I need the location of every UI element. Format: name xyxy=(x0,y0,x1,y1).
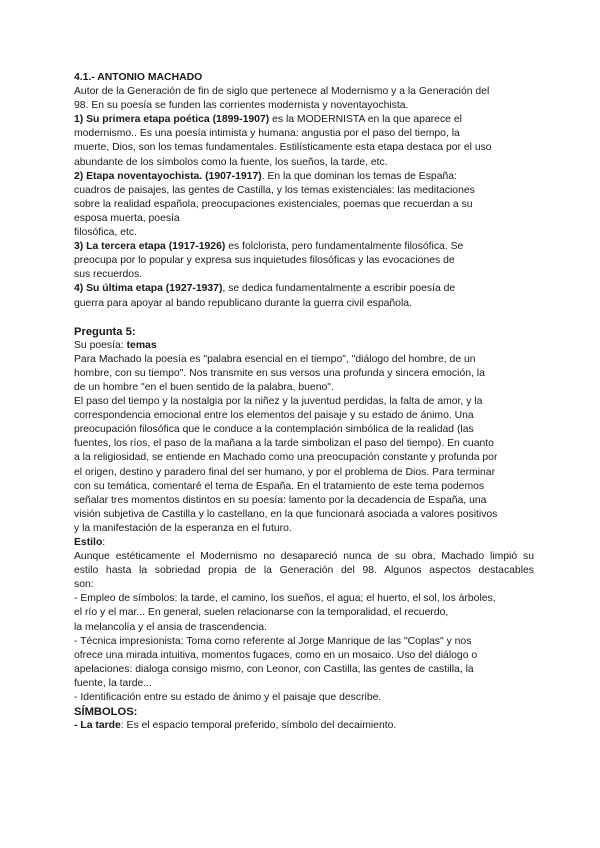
estilo-line: - Técnica impresionista: Toma como referente al Jorge Manrique de las "Coplas" y nos xyxy=(74,635,472,647)
estilo-line: son: xyxy=(74,579,94,591)
paragraph-spacer xyxy=(74,311,534,325)
etapa-1-line: modernismo.. Es una poesía intimista y humana: angustia por el paso del tiempo, la xyxy=(74,128,460,140)
etapa-2-line: esposa muerta, poesía xyxy=(74,212,180,224)
temas-line: hombre, con su tiempo". Nos transmite en sus versos una profunda y sincera emoción, la xyxy=(74,367,485,379)
etapa-2-line: sobre la realidad española, preocupaciones existenciales, poemas que recuerdan a su xyxy=(74,198,473,210)
intro-line: 98. En su poesía se funden las corrientes modernista y noventayochista. xyxy=(74,100,409,112)
simbolos-title: SÍMBOLOS: xyxy=(74,706,138,719)
estilo-title: Estilo xyxy=(74,537,103,548)
estilo-line: fuente, la tarde... xyxy=(74,677,152,689)
estilo-line: el río y el mar... En general, suelen relacionarse con la temporalidad, el recuerdo, xyxy=(74,607,449,619)
temas-subtitle-bold: temas xyxy=(126,339,157,351)
etapa-2-text: . En la que dominan los temas de España: xyxy=(261,170,457,182)
etapa-2-line: filosófica, etc. xyxy=(74,227,137,239)
temas-line: visión subjetiva de Castilla y lo castellano, en la que funcionará asociada a valores positivos xyxy=(74,508,498,520)
etapa-2-line: cuadros de paisajes, las gentes de Castilla, y los temas existenciales: las meditaciones xyxy=(74,184,475,196)
section-title: 4.1.- ANTONIO MACHADO xyxy=(74,72,203,83)
intro-line: Autor de la Generación de fin de siglo que pertenece al Modernismo y a la Generación del xyxy=(74,86,490,98)
etapa-3-line: sus recuerdos. xyxy=(74,269,143,281)
etapa-2-title: 2) Etapa noventayochista. (1907-1917) xyxy=(74,170,262,182)
temas-line: a la religiosidad, se entiende en Machado como una preocupación constante y profunda por xyxy=(74,452,498,464)
simbolos-item-label: - La tarde xyxy=(74,720,121,732)
etapa-3 xyxy=(74,240,534,254)
temas-line: con su temática, comentaré el tema de España. En el tratamiento de este tema podemos xyxy=(74,480,485,492)
etapa-3-title: 3) La tercera etapa (1917-1926) xyxy=(74,241,226,253)
simbolos-item xyxy=(74,719,534,733)
etapa-1-text: es la MODERNISTA en la que aparece el xyxy=(269,114,462,126)
estilo-line: ofrece una mirada intuitiva, momentos fugaces, como en un mosaico. Uso del diálogo o xyxy=(74,649,478,661)
estilo-line: la melancolía y el ansia de trascendencia. xyxy=(74,621,267,633)
etapa-3-line: preocupa por lo popular y expresa sus inquietudes filosóficas y las evocaciones de xyxy=(74,255,455,267)
etapa-4-title: 4) Su última etapa (1927-1937) xyxy=(74,283,223,295)
temas-line: señalar tres momentos distintos en su poesía: lamento por la decadencia de España, una xyxy=(74,494,487,506)
temas-line: de un hombre "en el buen sentido de la palabra, bueno". xyxy=(74,381,334,393)
temas-line: preocupación filosófica que le conduce a la contemplación simbólica de la realidad (las xyxy=(74,424,474,436)
document-content xyxy=(74,71,534,733)
estilo-line: apelaciones: dialoga consigo mismo, con Leonor, con Castilla, las gentes de castilla, la xyxy=(74,663,474,675)
etapa-1-title: 1) Su primera etapa poética (1899-1907) xyxy=(74,114,270,126)
estilo-colon: : xyxy=(102,537,106,548)
etapa-1-line: abundante de los símbolos como la fuente, los sueños, la tarde, etc. xyxy=(74,156,388,168)
temas-line: el origen, destino y paradero final del ser humano, y por el problema de Dios. Para terminar xyxy=(74,466,496,478)
etapa-1-line: muerte, Dios, son los temas fundamentales. Estilísticamente esta etapa destaca por el uso xyxy=(74,142,492,154)
temas-line: y la manifestación de la esperanza en el futuro. xyxy=(74,522,292,534)
etapa-4 xyxy=(74,282,534,296)
temas-subtitle-prefix: Su poesía: xyxy=(74,339,127,351)
estilo-line: - Identificación entre su estado de ánimo y el paisaje que describe. xyxy=(74,692,382,704)
temas-line: fuentes, los ríos, el paso de la mañana a la tarde simbolizan el paso del tiempo). En cuanto xyxy=(74,438,494,450)
estilo-line: estilo hasta la sobriedad propia de la Generación del 98. Algunos aspectos destacables xyxy=(74,565,534,577)
temas-subtitle xyxy=(74,339,534,353)
simbolos-item-text: : Es el espacio temporal preferido, símbolo del decaimiento. xyxy=(120,720,397,732)
pregunta-title: Pregunta 5: xyxy=(74,325,136,338)
etapa-2 xyxy=(74,170,534,184)
etapa-4-text: , se dedica fundamentalmente a escribir poesía de xyxy=(222,283,456,295)
estilo-heading xyxy=(74,536,534,550)
etapa-4-line: guerra para apoyar al bando republicano durante la guerra civil española. xyxy=(74,297,412,309)
temas-line: El paso del tiempo y la nostalgia por la niñez y la juventud perdidas, la falta de amor, y la xyxy=(74,396,483,408)
estilo-line: Aunque estéticamente el Modernismo no desapareció nunca de su obra, Machado limpió su xyxy=(74,551,534,563)
temas-line: correspondencia emocional entre los elementos del paisaje y su estado de ánimo. Una xyxy=(74,410,474,422)
etapa-1 xyxy=(74,113,534,127)
estilo-line: - Empleo de símbolos: la tarde, el camino, los sueños, el agua; el huerto, el sol, los árboles, xyxy=(74,593,496,605)
etapa-3-text: es folclorista, pero fundamentalmente filosófica. Se xyxy=(225,241,464,253)
temas-line: Para Machado la poesía es "palabra esencial en el tiempo", "diálogo del hombre, de un xyxy=(74,353,476,365)
